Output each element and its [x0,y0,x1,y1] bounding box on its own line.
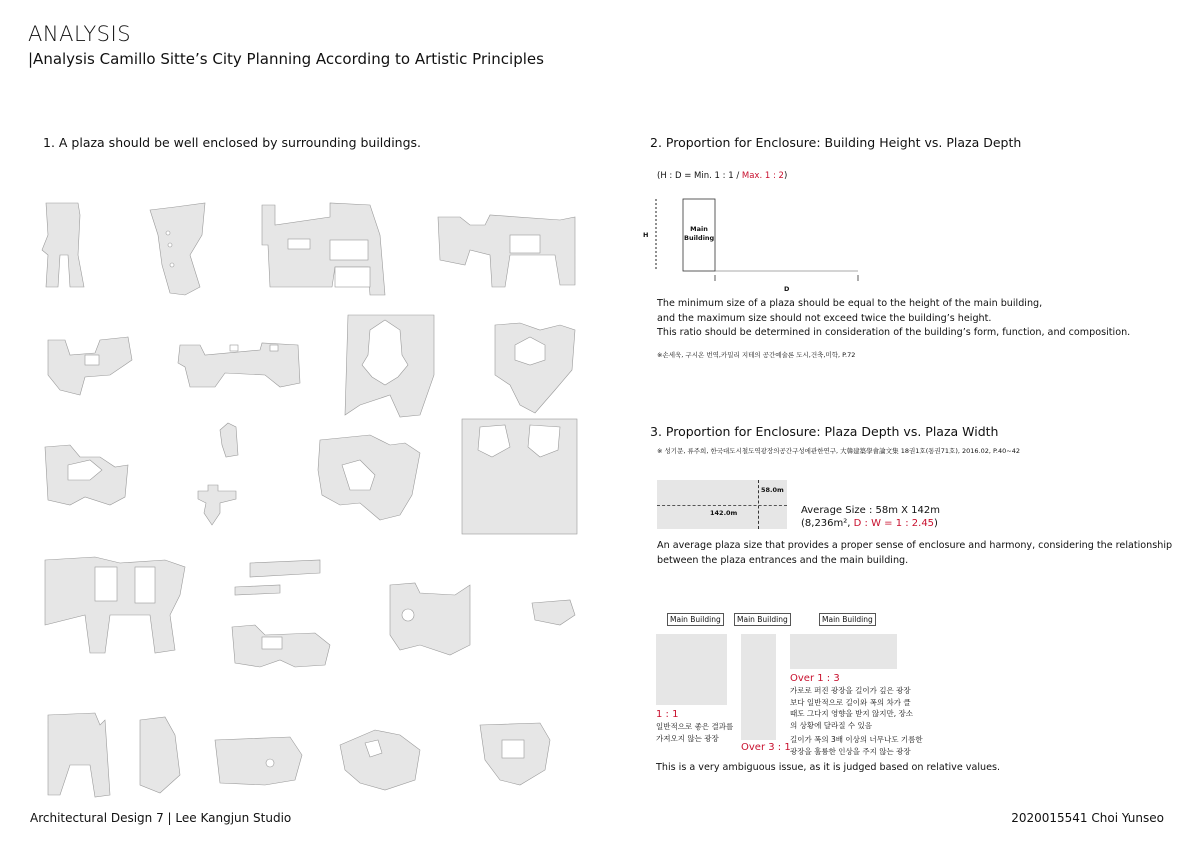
s2-desc-2: and the maximum size should not exceed twice the building’s height. [657,312,992,324]
building-label-2: Building [684,234,715,242]
section1-heading: 1. A plaza should be well enclosed by surrounding buildings. [43,135,422,150]
section2-description [657,297,1130,341]
section3-conclusion: This is a very ambiguous issue, as it is judged based on relative values. [656,762,1001,773]
s2-desc-3: This ratio should be determined in consideration of the building’s form, function, and composition. [657,327,1131,338]
plaza-plan-7 [345,315,434,417]
plaza-plan-8 [495,323,575,413]
ratio-3-1-label: Over 3 : 1 [741,742,791,753]
footer-student: 2020015541 Choi Yunseo [1011,811,1164,825]
building-label-1: Main [690,225,708,233]
ratio-box-1-3 [790,634,897,669]
plaza-plan-3 [262,203,385,295]
width-dim-line [657,505,787,506]
plaza-plan-17 [532,600,575,625]
plaza-plan-22 [480,723,550,785]
section2-heading: 2. Proportion for Enclosure: Building Height vs. Plaza Depth [650,135,1022,150]
main-building-tag-1: Main Building [667,613,724,626]
area-suffix: ) [934,518,938,529]
ratio-3-1-kr-2: 광장을 훌륭한 인상을 주지 않는 광장 [790,746,911,756]
ratio-box-1-1 [656,634,727,705]
section2-reference: ※손세욱, 구시온 번역,카밀리 지테의 공간예술론 도시,건축,미학, P.72 [657,351,856,359]
height-depth-diagram [640,195,880,295]
ratio-1-3-kr-2: 보다 일반적으로 길이와 폭의 차가 클 [790,697,911,707]
ratio-prefix: (H : D = Min. 1 : 1 / [657,171,742,181]
ratio-max: Max. 1 : 2 [741,171,784,181]
plaza-plan-6 [178,343,300,387]
s3-desc-2: between the plaza entrances and the main building. [657,554,909,566]
plaza-plan-16 [390,583,470,655]
area-ratio: D : W = 1 : 2.45 [853,518,935,529]
ratio-box-3-1 [741,634,776,740]
ratio-1-3-kr-3: 때도 그다지 영향을 받지 않지만, 장소 [790,709,913,718]
plaza-plans-grid [40,195,585,805]
ratio-1-3-kr-1: 가로로 퍼진 광장을 길이가 깊은 광장 [790,686,911,695]
area-prefix: (8,236m², [801,518,854,529]
plaza-plan-20 [215,737,302,785]
ratio-suffix: ) [783,171,788,181]
section2-ratio [657,171,787,181]
ratio-1-1-note [656,721,733,744]
plaza-plan-13 [45,557,185,653]
ratio-1-1-kr-2: 가져오지 않는 광장 [656,733,719,743]
plaza-plan-4 [438,215,575,287]
plaza-plan-10 [198,423,238,525]
plaza-plan-14 [235,560,320,595]
plaza-plan-19 [140,717,180,793]
main-building-tag-2: Main Building [734,613,791,626]
page-subtitle: |Analysis Camillo Sitte’s City Planning According to Artistic Principles [28,50,544,68]
average-size-info [801,504,940,530]
main-building-label [684,225,714,243]
area-line [801,517,940,530]
ratio-1-3-note [790,685,913,731]
label-h: H [643,231,649,239]
plaza-plan-1 [42,203,84,287]
section3-heading: 3. Proportion for Enclosure: Plaza Depth vs. Plaza Width [650,424,999,439]
ratio-1-1-kr-1: 일반적으로 좋은 결과를 [656,722,734,731]
section3-description [657,539,1172,568]
average-size: Average Size : 58m X 142m [801,505,940,516]
footer-course: Architectural Design 7 | Lee Kangjun Studio [30,811,292,825]
label-d: D [784,285,790,293]
ratio-1-3-kr-4: 의 상황에 달라질 수 있음 [790,720,872,730]
plaza-plan-21 [340,730,420,790]
plaza-plan-2 [150,203,205,295]
page-title: ANALYSIS [28,22,132,46]
main-building-tag-3: Main Building [819,613,876,626]
plaza-plan-15 [232,625,330,667]
plaza-plan-18 [48,713,110,797]
ratio-3-1-note [790,734,923,757]
plaza-plan-9 [45,445,128,505]
dim-width: 142.0m [710,509,738,517]
dim-depth: 58.0m [761,486,784,494]
s3-desc-1: An average plaza size that provides a proper sense of enclosure and harmony, considering the relationship [657,540,1173,551]
ratio-1-3-label: Over 1 : 3 [790,673,840,684]
plaza-plan-11 [318,435,420,520]
ratio-3-1-kr-1: 길이가 폭의 3배 이상의 너무나도 기름한 [790,735,923,744]
plaza-plan-12 [462,419,577,534]
section3-reference: ※ 성기문, 류주희, 한국대도시철도역광장의공간구성에관한연구, 大韓建築學會論文集 18권1호(통권71호), 2016.02, P.40~42 [657,447,1020,455]
plaza-plan-5 [48,337,132,395]
ratio-1-1-label: 1 : 1 [656,709,679,720]
s2-desc-1: The minimum size of a plaza should be equal to the height of the main building, [657,298,1043,309]
